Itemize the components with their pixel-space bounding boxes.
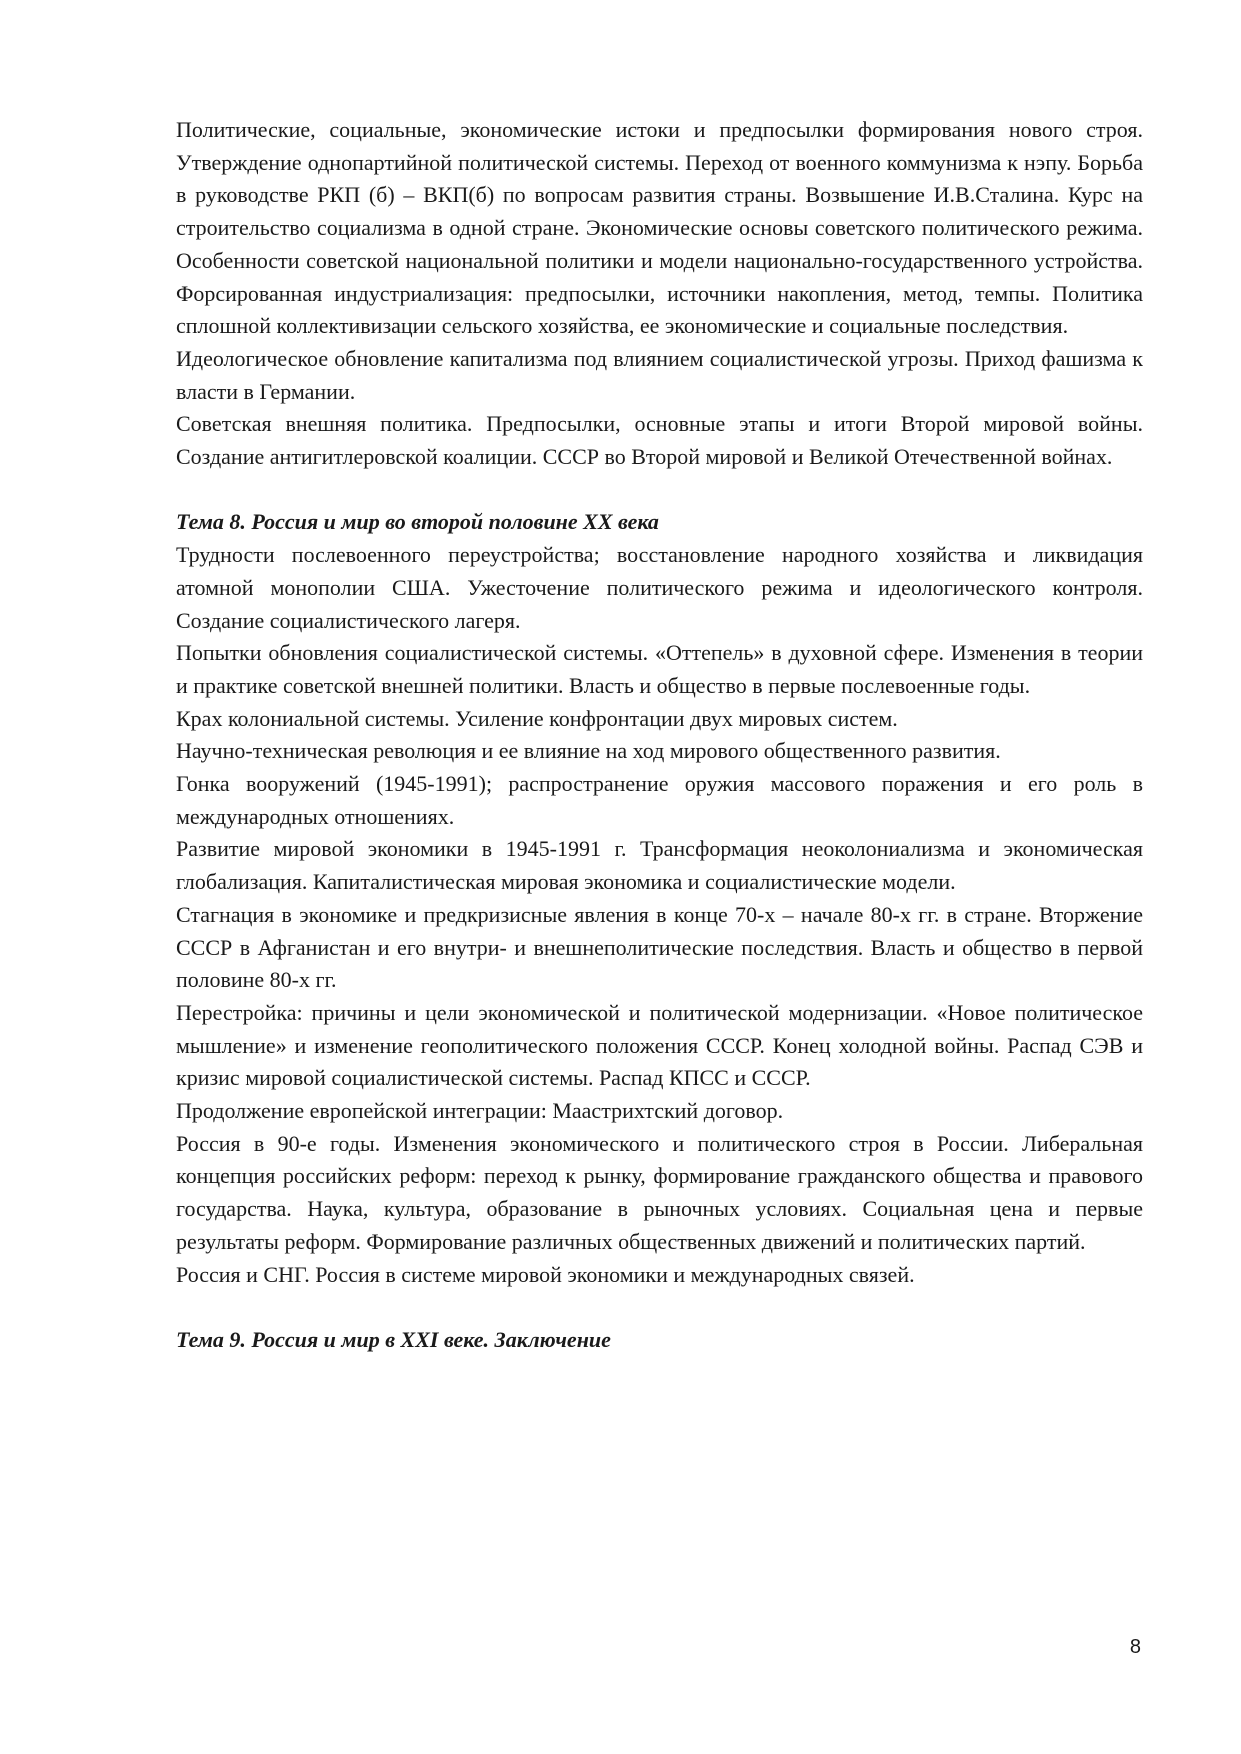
paragraph: Россия и СНГ. Россия в системе мировой экономики и международных связей. [176,1261,915,1287]
document-body [176,114,1143,1357]
paragraph: Продолжение европейской интеграции: Маастрихтский договор. [176,1098,784,1124]
paragraph: Перестройка: причины и цели экономической и политической модернизации. «Новое политическое мышление» и изменение геополитического положения СССР. Конец холодной войны. Распад СЭВ и кризис мировой социалистической системы. Распад КПСС и СССР. [176,999,1143,1091]
paragraph: Советская внешняя политика. Предпосылки, основные этапы и итоги Второй мировой войны. Создание антигитлеровской коалиции. СССР во Второй мировой и Великой Отечественной войнах. [176,411,1143,470]
paragraph: Научно-техническая революция и ее влияние на ход мирового общественного развития. [176,738,1001,764]
paragraph: Стагнация в экономике и предкризисные явления в конце 70-х – начале 80-х гг. в стране. Вторжение СССР в Афганистан и его внутри- и внешнеполитические последствия. Власть и общество в первой половине 80-х гг. [176,901,1143,993]
paragraph: Гонка вооружений (1945-1991); распространение оружия массового поражения и его роль в международных отношениях. [176,771,1143,829]
paragraph: Крах колониальной системы. Усиление конфронтации двух мировых систем. [176,705,898,731]
page-number: 8 [1129,1636,1141,1658]
topic-9-heading: Тема 9. Россия и мир в XXI веке. Заключение [176,1326,611,1352]
blank-line [176,474,1143,507]
paragraph: Россия в 90-е годы. Изменения экономического и политического строя в России. Либеральная концепция российских реформ: переход к рынку, формирование гражданского общества и правового государства. Наука, культура, образование в рыночных условиях. Социальная цена и первые результаты реформ. Формирование различных общественных движений и политических партий. [176,1130,1143,1254]
paragraph: Политические, социальные, экономические истоки и предпосылки формирования нового строя. Утверждение однопартийной политической системы. Переход от военного коммунизма к нэпу. Борьба в руководстве РКП (б) – ВКП(б) по вопросам развития страны. Возвышение И.В.Сталина. Курс на строительство социализма в одной стране. Экономические основы советского политического режима. Особенности советской национальной политики и модели национально-государственного устройства. Форсированная индустриализация: предпосылки, источники накопления, метод, темпы. Политика сплошной коллективизации сельского хозяйства, ее экономические и социальные последствия. [176,117,1143,339]
paragraph: Трудности послевоенного переустройства; восстановление народного хозяйства и ликвидация атомной монополии США. Ужесточение политического режима и идеологического контроля. Создание социалистического лагеря. [176,542,1143,633]
paragraph: Идеологическое обновление капитализма под влиянием социалистической угрозы. Приход фашизма к власти в Германии. [176,345,1143,404]
blank-line [176,1291,1143,1324]
paragraph: Попытки обновления социалистической системы. «Оттепель» в духовной сфере. Изменения в теории и практике советской внешней политики. Власть и общество в первые послевоенные годы. [176,640,1143,698]
paragraph: Развитие мировой экономики в 1945-1991 г. Трансформация неоколониализма и экономическая глобализация. Капиталистическая мировая экономика и социалистические модели. [176,836,1143,895]
topic-8-heading: Тема 8. Россия и мир во второй половине XX века [176,509,659,535]
